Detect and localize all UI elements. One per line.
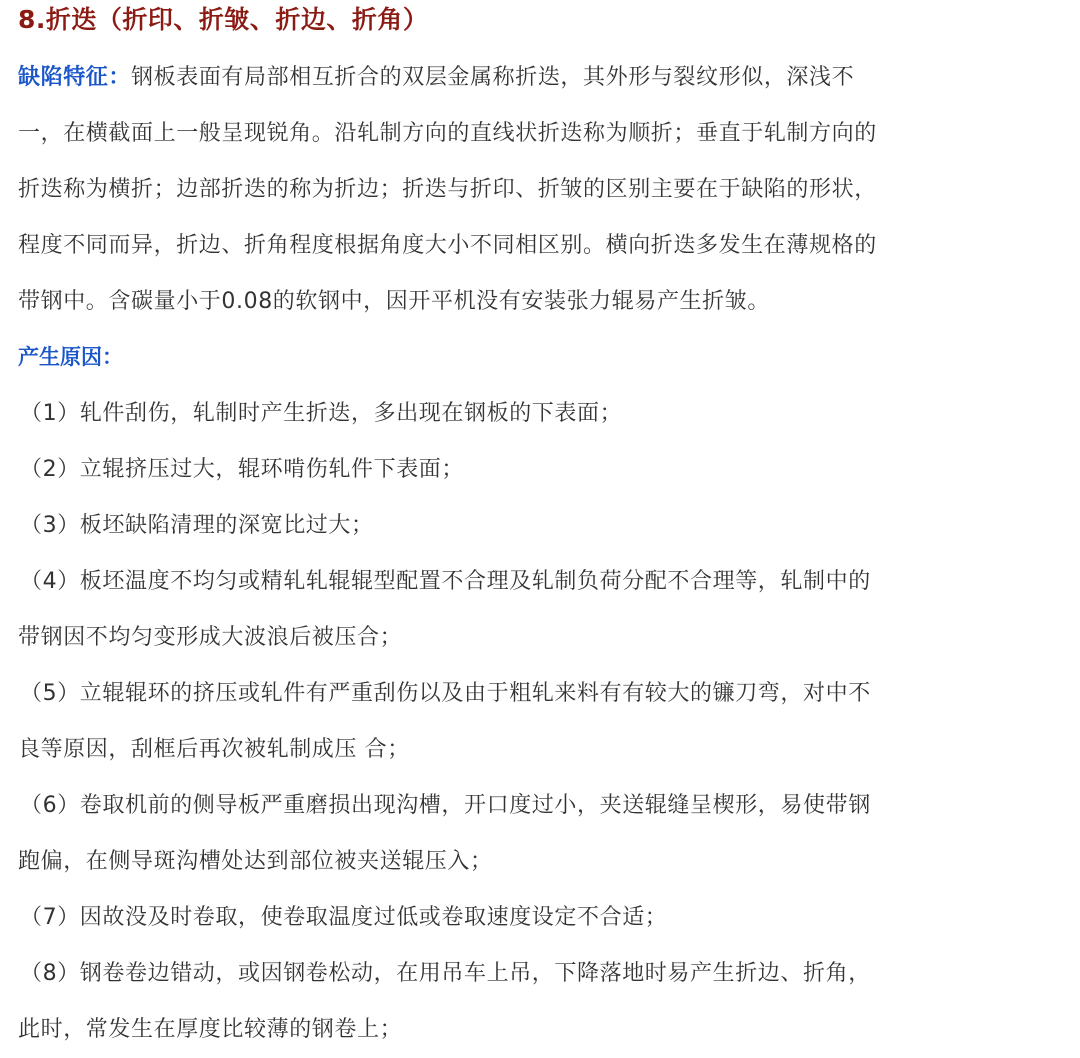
features-label: 缺陷特征： — [18, 65, 132, 90]
causes-label: 产生原因： — [18, 345, 123, 369]
cause-line-7: （7）因故没及时卷取，使卷取温度过低或卷取速度设定不合适； — [20, 905, 668, 930]
cause-line-3: （3）板坯缺陷清理的深宽比过大； — [20, 513, 374, 538]
features-line-2: 一，在横截面上一般呈现锐角。沿轧制方向的直线状折迭称为顺折；垂直于轧制方向的 — [18, 121, 877, 146]
features-line-1 — [18, 50, 1062, 106]
features-line-3: 折迭称为横折；边部折迭的称为折边；折迭与折印、折皱的区别主要在于缺陷的形状， — [18, 177, 877, 202]
cause-line-8-cont: 此时，常发生在厚度比较薄的钢卷上； — [18, 1017, 403, 1042]
features-text-1: 钢板表面有局部相互折合的双层金属称折迭，其外形与裂纹形似，深浅不 — [131, 65, 855, 90]
cause-line-4-cont: 带钢因不均匀变形成大波浪后被压合； — [18, 625, 403, 650]
cause-line-4: （4）板坯温度不均匀或精轧轧辊辊型配置不合理及轧制负荷分配不合理等，轧制中的 — [20, 569, 871, 594]
cause-line-8: （8）钢卷卷边错动，或因钢卷松动，在用吊车上吊，下降落地时易产生折边、折角， — [20, 961, 871, 986]
features-line-5: 带钢中。含碳量小于0.08的软钢中，因开平机没有安装张力辊易产生折皱。 — [18, 289, 770, 314]
cause-line-6: （6）卷取机前的侧导板严重磨损出现沟槽，开口度过小，夹送辊缝呈楔形，易使带钢 — [20, 793, 871, 818]
cause-line-2: （2）立辊挤压过大，辊环啃伤轧件下表面； — [20, 457, 464, 482]
cause-line-5-cont: 良等原因，刮框后再次被轧制成压 合； — [18, 737, 410, 762]
cause-line-6-cont: 跑偏，在侧导斑沟槽处达到部位被夹送辊压入； — [18, 849, 493, 874]
section-title: 8.折迭（折印、折皱、折边、折角） — [18, 5, 429, 34]
causes-list — [18, 386, 1062, 1058]
features-line-4: 程度不同而异，折边、折角程度根据角度大小不同相区别。横向折迭多发生在薄规格的 — [18, 233, 877, 258]
cause-line-1: （1）轧件刮伤，轧制时产生折迭，多出现在钢板的下表面； — [20, 401, 623, 426]
cause-line-5: （5）立辊辊环的挤压或轧件有严重刮伤以及由于粗轧来料有有较大的镰刀弯，对中不 — [20, 681, 871, 706]
